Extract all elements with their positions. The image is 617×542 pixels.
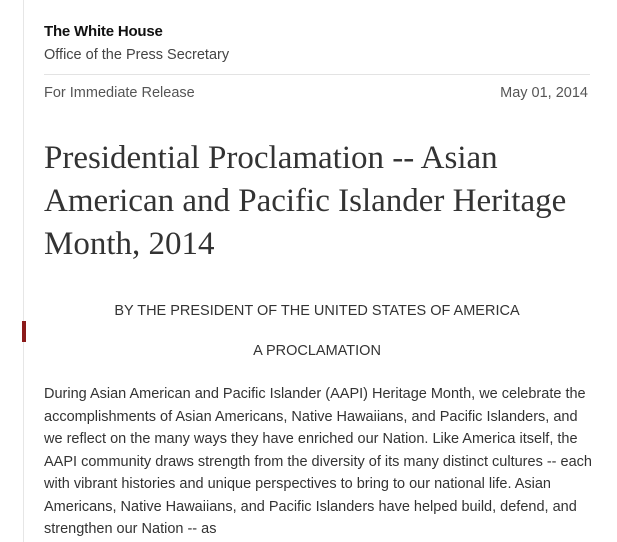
header-divider [44, 74, 590, 75]
by-line: BY THE PRESIDENT OF THE UNITED STATES OF AMERICA [114, 303, 520, 319]
left-rule [23, 0, 24, 542]
release-date: May 01, 2014 [500, 85, 588, 101]
left-accent-marker [22, 321, 26, 342]
body-paragraph: During Asian American and Pacific Islander (AAPI) Heritage Month, we celebrate the accomplishments of Asian Americans, Native Hawaiians, and Pacific Islanders, and we reflect on the many ways they have enriched our Nation. Like America itself, the AAPI community draws strength from the diversity of its many distinct cultures -- each with vibrant histories and unique perspectives to bring to our national life. Asian Americans, Native Hawaiians, and Pacific Islanders have helped build, defend, and strengthen our Nation -- as [44, 386, 592, 537]
page-title: Presidential Proclamation -- Asian American and Pacific Islander Heritage Month, 2014 [44, 140, 567, 262]
release-label: For Immediate Release [44, 85, 195, 101]
proclamation-label: A PROCLAMATION [253, 343, 381, 359]
org-subtitle: Office of the Press Secretary [44, 47, 230, 63]
org-title[interactable]: The White House [44, 23, 163, 40]
